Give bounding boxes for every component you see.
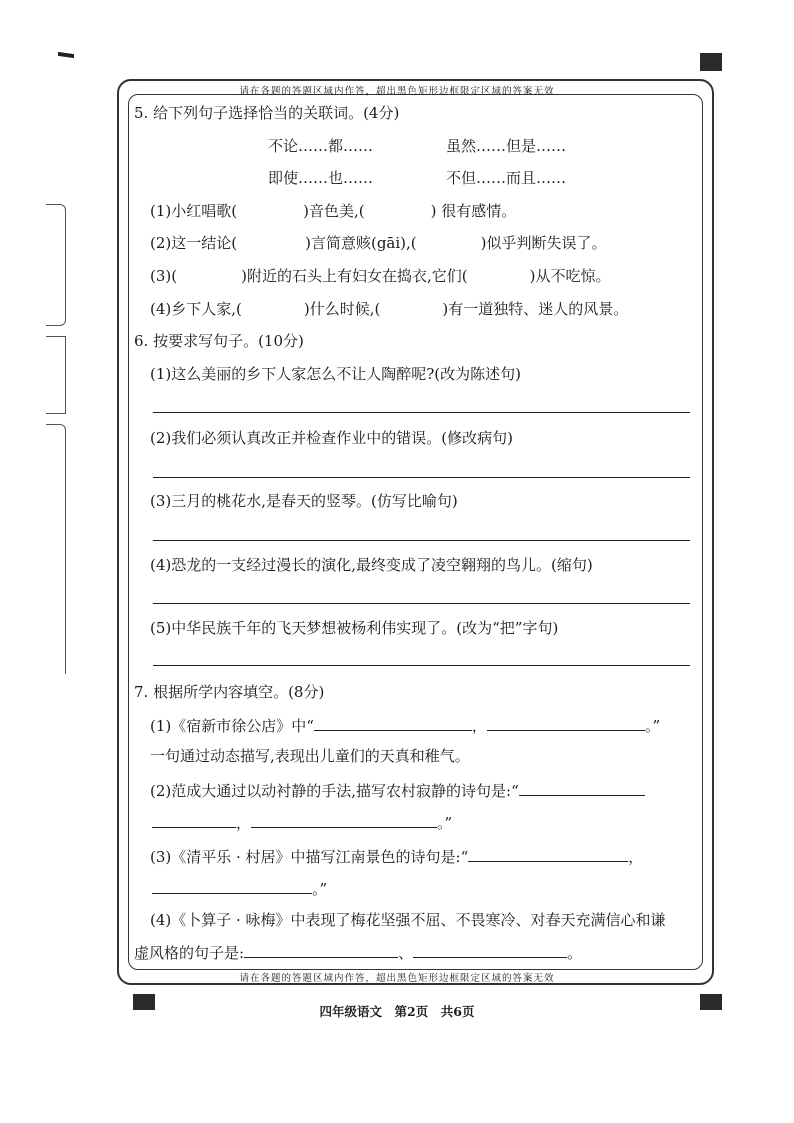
q7-item-2-cont [152,812,452,833]
q5-option: 不论……都…… [268,137,374,155]
q6-item: (1)这么美丽的乡下人家怎么不让人陶醉呢?(改为陈述句) [150,365,521,383]
q6-answer-line[interactable] [153,477,690,478]
corner-mark-top-right [700,53,722,71]
q5-item-text: )什么时候,( [303,300,381,318]
q7-blank[interactable] [152,878,312,894]
q7-title: 7. 根据所学内容填空。(8分) [134,683,325,701]
q5-item-text: (1)小红唱歌( [150,202,238,220]
q7-text: (2)范成大通过以动衬静的手法,描写农村寂静的诗句是:“ [150,782,519,800]
q5-item-text: )言简意赅(gāi),( [305,234,417,252]
q5-item-text: (2)这一结论( [150,234,238,252]
q5-title: 5. 给下列句子选择恰当的关联词。(4分) [134,104,400,122]
q5-item-text: (4)乡下人家,( [150,300,242,318]
q7-item-3 [150,846,643,867]
q5-option: 即使……也…… [268,169,374,187]
q7-text: ， [471,717,487,735]
q5-item-text: )似乎判断失误了。 [480,234,607,252]
q5-option: 虽然……但是…… [446,137,567,155]
q7-item-1 [150,715,660,736]
q6-item: (3)三月的桃花水,是春天的竖琴。(仿写比喻句) [150,492,458,510]
q7-item-4-cont [134,942,582,963]
q7-blank[interactable] [487,715,645,731]
q6-item: (4)恐龙的一支经过漫长的演化,最终变成了凌空翱翔的鸟儿。(缩句) [150,556,593,574]
q7-blank[interactable] [251,812,437,828]
q5-item-text: )有一道独特、迷人的风景。 [442,300,629,318]
q7-item-3-cont [152,878,327,899]
q7-blank[interactable] [519,780,645,796]
q7-item-4: (4)《卜算子 · 咏梅》中表现了梅花坚强不屈、不畏寒冷、对春天充满信心和谦 [150,911,666,929]
header-notice: 请在各题的答题区域内作答，超出黑色矩形边框限定区域的答案无效 [239,86,555,97]
q5-option: 不但……而且…… [446,169,567,187]
q6-answer-line[interactable] [153,603,690,604]
q5-item-text: )附近的石头上有妇女在捣衣,它们( [241,267,468,285]
q6-item: (5)中华民族千年的飞天梦想被杨利伟实现了。(改为“把”字句) [150,619,559,637]
q7-text: 虚风格的句子是: [134,944,245,962]
q7-item-2 [150,780,645,801]
q7-item-1-cont: 一句通过动态描写,表现出儿童们的天真和稚气。 [150,747,470,765]
q6-answer-line[interactable] [153,540,690,541]
q7-text: 。” [437,814,453,832]
binding-bracket [46,336,66,414]
q7-text: (3)《清平乐 · 村居》中描写江南景色的诗句是:“ [150,848,469,866]
q7-text: 。” [644,717,661,735]
q5-item-1 [150,201,516,221]
page-footer: 四年级语文 第2页 共6页 [319,1004,475,1019]
q7-text: (1)《宿新市徐公店》中“ [150,717,314,735]
q5-item-text: (3)( [150,267,178,285]
q5-item-text: )从不吃惊。 [529,267,611,285]
footer-notice: 请在各题的答题区域内作答，超出黑色矩形边框限定区域的答案无效 [239,973,555,984]
q7-blank[interactable] [152,812,236,828]
binding-bracket [46,424,66,674]
q7-blank[interactable] [244,942,398,958]
q7-text: 。” [312,880,328,898]
q5-item-2 [150,233,607,253]
q7-blank[interactable] [413,942,567,958]
q7-blank[interactable] [468,846,628,862]
q7-text: 。 [567,944,583,962]
q7-text: 、 [398,944,414,962]
q6-answer-line[interactable] [153,665,690,666]
q5-item-text: )音色美,( [303,202,365,220]
answer-frame-inner [128,94,703,970]
q6-item: (2)我们必须认真改正并检查作业中的错误。(修改病句) [150,429,513,447]
q7-blank[interactable] [314,715,472,731]
binding-bracket [46,204,66,326]
q5-item-text: ) 很有感情。 [430,202,517,220]
q6-title: 6. 按要求写句子。(10分) [134,332,304,350]
q7-text: ， [236,814,252,832]
corner-mark-left [58,52,74,58]
q7-text: ， [628,848,644,866]
q5-item-3 [150,266,610,286]
q5-item-4 [150,299,628,319]
q6-answer-line[interactable] [153,412,690,413]
